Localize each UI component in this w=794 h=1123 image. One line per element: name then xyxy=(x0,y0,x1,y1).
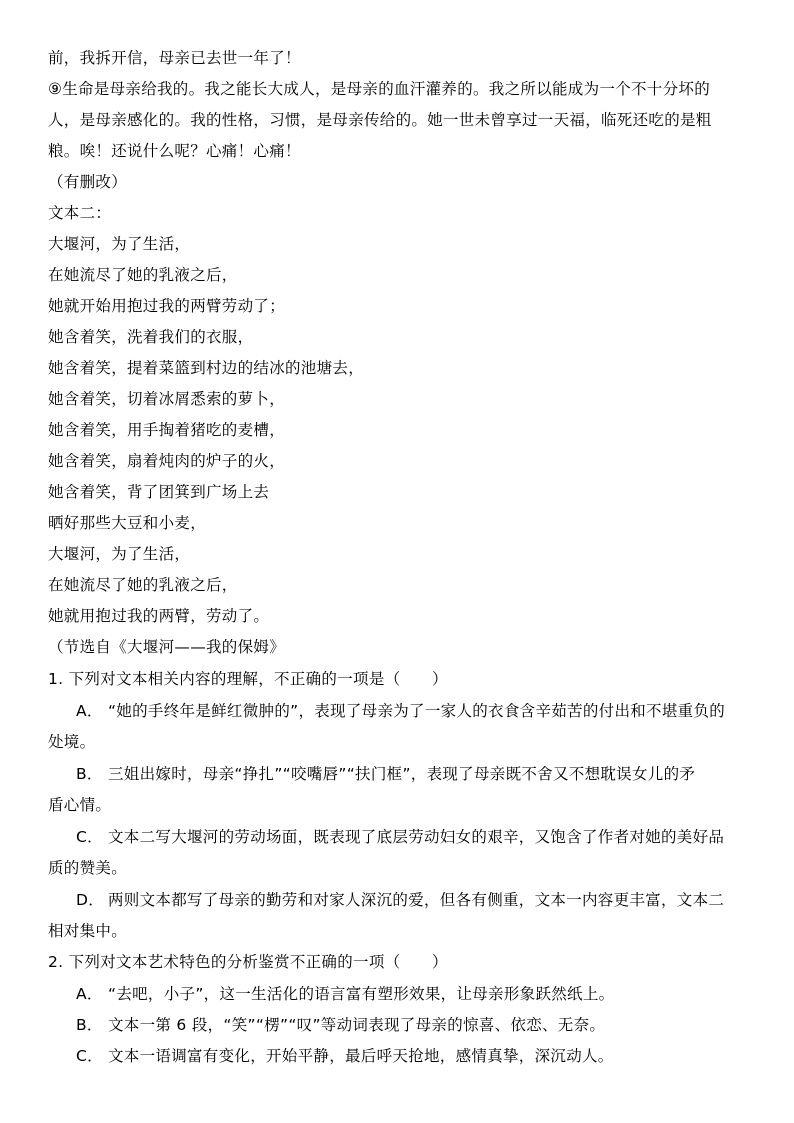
option-letter: C． xyxy=(76,1047,103,1065)
poem-line: 她含着笑，提着菜篮到村边的结冰的池塘去， xyxy=(48,359,365,377)
text1-line-1: 前，我拆开信，母亲已去世一年了！ xyxy=(48,49,301,67)
text1-paragraph-9-line-1: ⑨生命是母亲给我的。我之能长大成人，是母亲的血汗灌养的。我之所以能成为一个不十分坏的 xyxy=(48,80,710,98)
q1-option-b xyxy=(76,764,695,784)
q2-option-c xyxy=(76,1046,614,1066)
text2-heading: 文本二： xyxy=(48,204,112,222)
question-2-stem: 2. 下列对文本艺术特色的分析鉴赏不正确的一项（ ） xyxy=(48,953,448,971)
option-letter: A． xyxy=(76,702,103,720)
option-text: “她的手终年是鲜红微肿的”，表现了母亲为了一家人的衣食含辛茹苦的付出和不堪重负的 xyxy=(108,702,726,720)
q1-option-a-continuation: 处境。 xyxy=(48,733,96,751)
poem-line: 她含着笑，用手掏着猪吃的麦槽， xyxy=(48,421,286,439)
poem-line: 大堰河，为了生活， xyxy=(48,235,191,253)
option-text: 三姐出嫁时，母亲“挣扎”“咬嘴唇”“扶门框”，表现了母亲既不舍又不想耽误女儿的矛 xyxy=(108,765,696,783)
option-letter: A． xyxy=(76,985,103,1003)
option-text: “去吧，小子”，这一生活化的语言富有塑形效果，让母亲形象跃然纸上。 xyxy=(108,985,615,1003)
q1-option-b-continuation: 盾心情。 xyxy=(48,796,112,814)
q2-option-a xyxy=(76,984,614,1004)
poem-line: 大堰河，为了生活， xyxy=(48,545,191,563)
abridged-note: （有删改） xyxy=(48,173,128,191)
q1-option-d-continuation: 相对集中。 xyxy=(48,922,128,940)
poem-line: 她含着笑，切着冰屑悉索的萝卜， xyxy=(48,390,286,408)
option-letter: C． xyxy=(76,828,103,846)
q1-option-d xyxy=(76,890,724,910)
poem-line: 晒好那些大豆和小麦， xyxy=(48,514,207,532)
poem-line: 她含着笑，扇着炖肉的炉子的火， xyxy=(48,452,286,470)
option-text: 文本二写大堰河的劳动场面，既表现了底层劳动妇女的艰辛，又饱含了作者对她的美好品 xyxy=(108,828,725,846)
text1-paragraph-9-line-3: 粮。唉！还说什么呢？心痛！心痛！ xyxy=(48,142,301,160)
poem-line: 她含着笑，洗着我们的衣服， xyxy=(48,328,254,346)
poem-line: 她就开始用抱过我的两臂劳动了； xyxy=(48,297,286,315)
q1-option-c-continuation: 质的赞美。 xyxy=(48,859,128,877)
source-note: （节选自《大堰河——我的保姆》 xyxy=(48,638,286,656)
text1-paragraph-9-line-2: 人，是母亲感化的。我的性格，习惯，是母亲传给的。她一世未曾享过一天福，临死还吃的是粗 xyxy=(48,111,712,129)
q1-option-a xyxy=(76,701,725,721)
poem-line: 在她流尽了她的乳液之后， xyxy=(48,266,238,284)
q2-option-b xyxy=(76,1015,605,1035)
option-letter: B． xyxy=(76,765,103,783)
poem-line: 在她流尽了她的乳液之后， xyxy=(48,576,238,594)
option-text: 文本一第 6 段，“笑”“楞”“叹”等动词表现了母亲的惊喜、依恋、无奈。 xyxy=(108,1016,606,1034)
option-text: 两则文本都写了母亲的勤劳和对家人深沉的爱，但各有侧重，文本一内容更丰富，文本二 xyxy=(108,891,725,909)
question-1-stem: 1. 下列对文本相关内容的理解，不正确的一项是（ ） xyxy=(48,670,448,688)
q1-option-c xyxy=(76,827,724,847)
poem-line: 她就用抱过我的两臂，劳动了。 xyxy=(48,607,270,625)
poem-line: 她含着笑，背了团箕到广场上去 xyxy=(48,483,270,501)
option-letter: B． xyxy=(76,1016,103,1034)
option-letter: D． xyxy=(76,891,105,909)
option-text: 文本一语调富有变化，开始平静，最后呼天抢地，感情真挚，深沉动人。 xyxy=(108,1047,614,1065)
